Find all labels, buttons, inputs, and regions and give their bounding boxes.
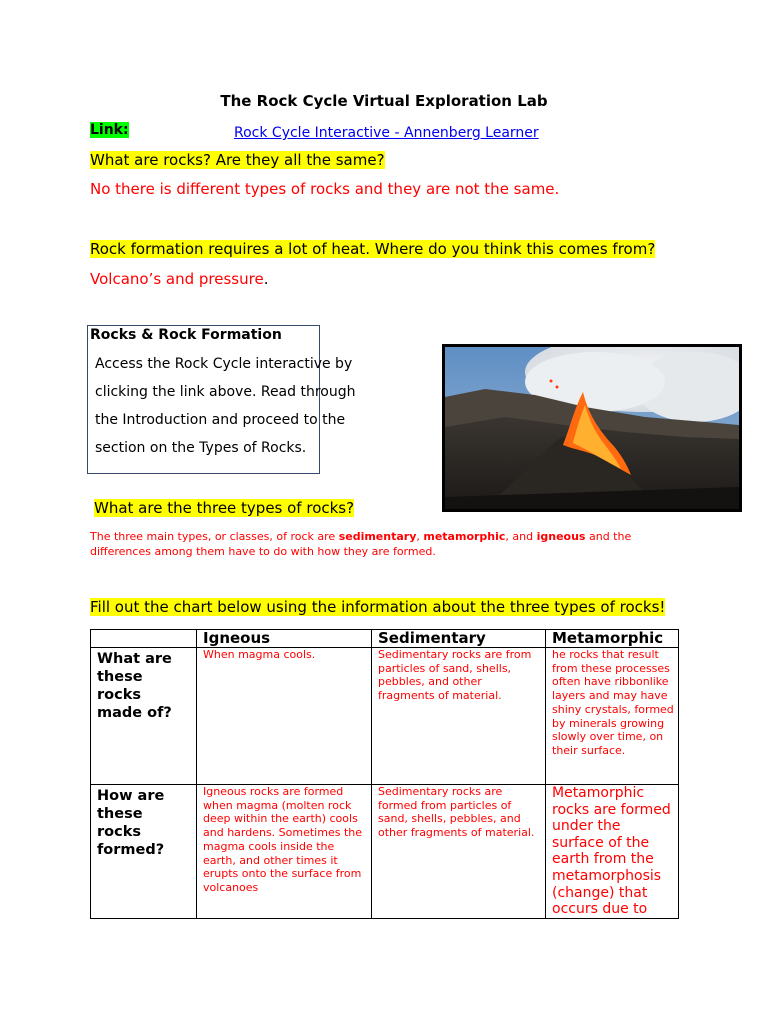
cell-igneous-made-of[interactable]: When magma cools. (197, 648, 372, 785)
volcano-illustration (445, 347, 739, 509)
row-label-made-of: What are these rocks made of? (91, 648, 197, 785)
cell-metamorphic-formed[interactable]: Metamorphic rocks are formed under the surface of the earth from the metamorphosis (change) that occurs due to (546, 785, 679, 919)
table-row (91, 648, 679, 785)
term-metamorphic: metamorphic (423, 530, 506, 543)
table-header-blank (91, 630, 197, 648)
answer-3-line-1 (90, 529, 690, 544)
instructions-title: Rocks & Rock Formation (90, 327, 282, 343)
rock-cycle-link[interactable]: Rock Cycle Interactive - Annenberg Learner (234, 125, 539, 141)
answer-3-text: The three main types, or classes, of rock are (90, 530, 339, 543)
answer-1: No there is different types of rocks and they are not the same. (90, 180, 560, 198)
table-header-igneous: Igneous (197, 630, 372, 648)
instructions-line: clicking the link above. Read through (95, 384, 356, 400)
cell-igneous-formed[interactable]: Igneous rocks are formed when magma (molten rock deep within the earth) cools and hardens. Sometimes the magma cools inside the earth, and other times it erupts onto the surface from volcanoes (197, 785, 372, 919)
cell-sedimentary-made-of[interactable]: Sedimentary rocks are from particles of sand, shells, pebbles, and other fragments of material. (372, 648, 546, 785)
question-3: What are the three types of rocks? (94, 499, 355, 517)
instructions-line: Access the Rock Cycle interactive by (95, 356, 353, 372)
table-header-row (91, 630, 679, 648)
term-sedimentary: sedimentary (338, 530, 417, 543)
answer-3-line-2: differences among them have to do with how they are formed. (90, 545, 436, 558)
answer-3 (90, 529, 690, 559)
question-1: What are rocks? Are they all the same? (90, 151, 385, 169)
cell-metamorphic-made-of[interactable]: he rocks that result from these processes often have ribbonlike layers and may have shiny crystals, formed by minerals growing slowly over time, on their surface. (546, 648, 679, 785)
page-title: The Rock Cycle Virtual Exploration Lab (220, 92, 548, 110)
answer-2-period: . (263, 270, 269, 288)
volcano-photo (442, 344, 742, 512)
row-label-formed: How are these rocks formed? (91, 785, 197, 919)
answer-2-text: Volcano’s and pressure (90, 270, 264, 288)
link-label: Link: (90, 122, 129, 138)
chart-instructions: Fill out the chart below using the information about the three types of rocks! (90, 598, 666, 616)
instructions-line: section on the Types of Rocks. (95, 440, 307, 456)
answer-3-text: and the (585, 530, 632, 543)
table-header-metamorphic: Metamorphic (546, 630, 679, 648)
cell-sedimentary-formed[interactable]: Sedimentary rocks are formed from particles of sand, shells, pebbles, and other fragments of material. (372, 785, 546, 919)
rock-types-table (90, 629, 679, 919)
table-row (91, 785, 679, 919)
answer-3-text: , (416, 530, 424, 543)
answer-2 (90, 269, 268, 289)
instructions-line: the Introduction and proceed to the (95, 412, 346, 428)
answer-3-text: , and (505, 530, 537, 543)
term-igneous: igneous (536, 530, 586, 543)
question-2: Rock formation requires a lot of heat. Where do you think this comes from? (90, 240, 656, 258)
table-header-sedimentary: Sedimentary (372, 630, 546, 648)
